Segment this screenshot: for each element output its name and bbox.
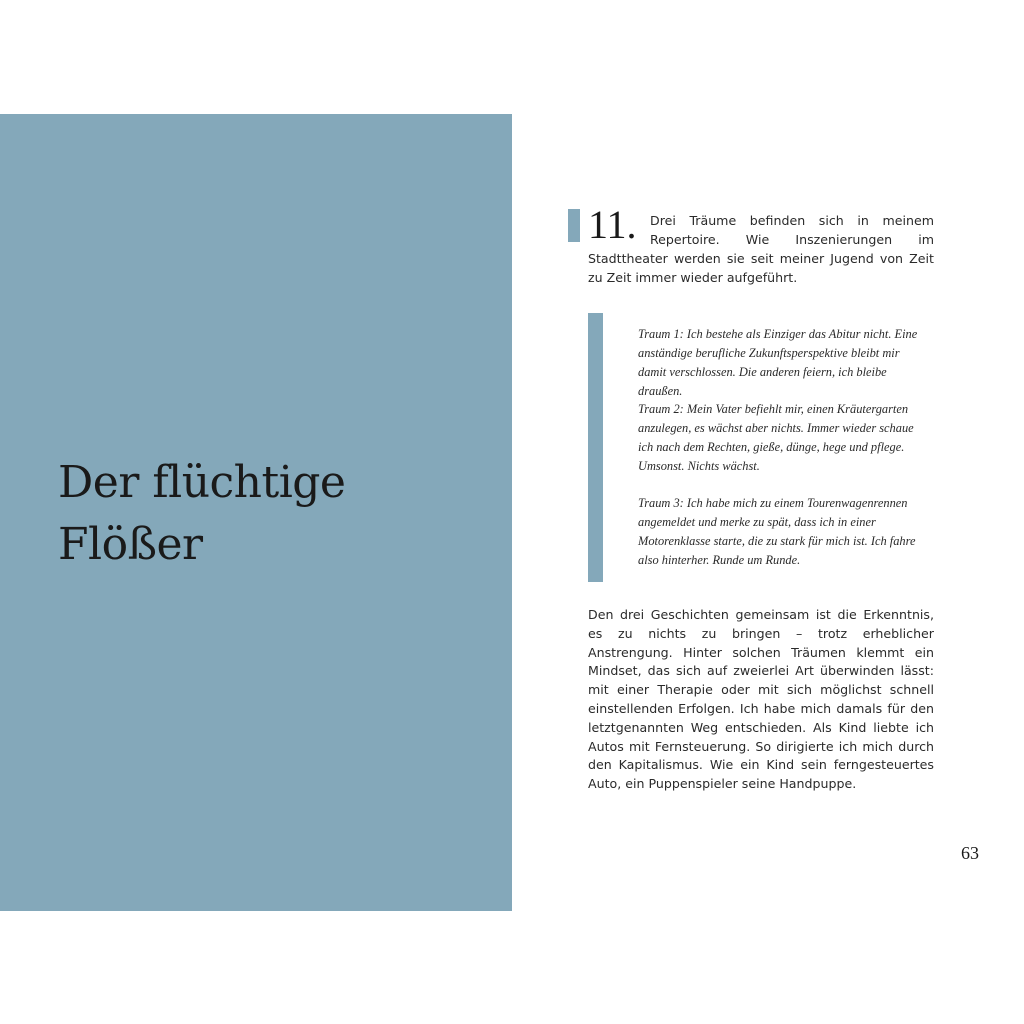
- section-number: 11.: [588, 202, 637, 247]
- dream-1-paragraph: Traum 1: Ich bestehe als Einziger das Abitur nicht. Eine anständige berufliche Zukunftsperspektive bleibt mir damit verschlossen. Die anderen feiern, ich bleibe draußen.: [638, 327, 918, 398]
- quote-bar: [588, 313, 603, 582]
- section-marker: [568, 209, 580, 242]
- chapter-title: [58, 452, 345, 576]
- dream-2-paragraph: Traum 2: Mein Vater befiehlt mir, einen Kräutergarten anzulegen, es wächst aber nichts. Immer wieder schaue ich nach dem Rechten, gieße, dünge, hege und pflege. Umsonst. Nichts wächst.: [638, 402, 914, 473]
- page-number: 63: [961, 843, 979, 863]
- chapter-title-line-2: Flößer: [58, 519, 203, 570]
- intro-text: Drei Träume befinden sich in meinem Repertoire. Wie Inszenierungen im Stadttheater werden sie seit meiner Jugend von Zeit zu Zeit immer wieder aufgeführt.: [588, 213, 934, 285]
- intro-paragraph: [588, 211, 934, 287]
- dream-3-paragraph: Traum 3: Ich habe mich zu einem Tourenwagenrennen angemeldet und merke zu spät, dass ich in einer Motorenklasse starte, die zu stark für mich ist. Ich fahre also hinterher. Runde um Runde.: [638, 496, 916, 567]
- chapter-title-line-1: Der flüchtige: [58, 457, 346, 508]
- body-paragraph: Den drei Geschichten gemeinsam ist die Erkenntnis, es zu nichts zu bringen – trotz erheblicher Anstrengung. Hinter solchen Träumen klemmt ein Mindset, das sich auf zweierlei Art überwinden lässt: mit einer Therapie oder mit sich möglichst schnell einstellenden Erfolgen. Ich habe mich damals für den letztgenannten Weg entschieden. Als Kind liebte ich Autos mit Fernsteuerung. So dirigierte ich mich durch den Kapitalismus. Wie ein Kind sein ferngesteuertes Auto, ein Puppenspieler seine Handpuppe.: [588, 607, 934, 792]
